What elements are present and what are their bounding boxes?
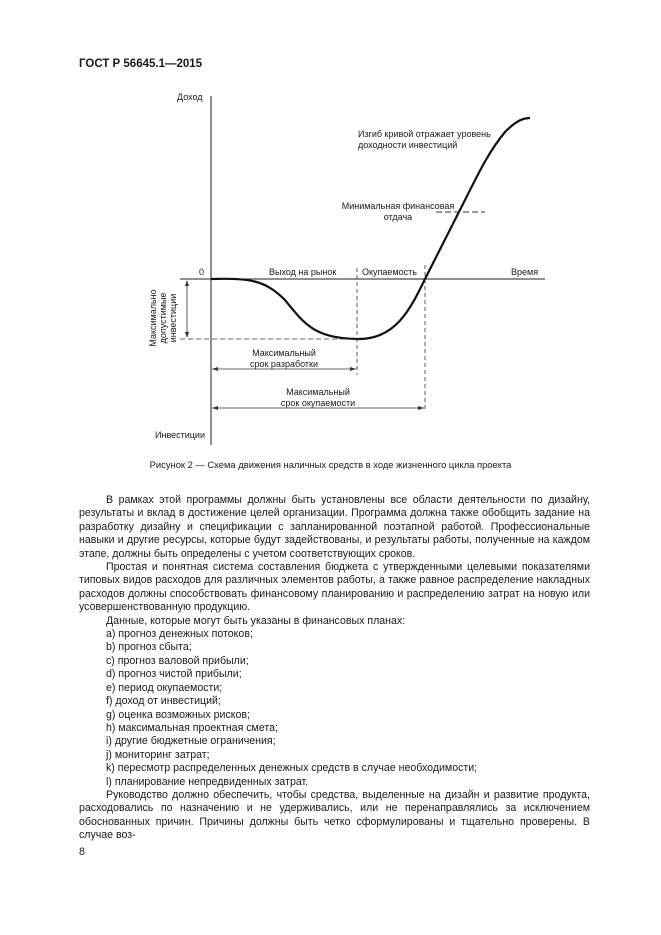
payback-label: Окупаемость [362, 267, 417, 277]
x-axis-time-label: Время [511, 267, 539, 277]
list-item: e) период окупаемости; [106, 681, 223, 694]
list-item: c) прогноз валовой прибыли; [106, 654, 249, 667]
min-return-annotation-line2: отдача [383, 212, 413, 222]
paragraph-1: В рамках этой программы должны быть установлены все области деятельности по дизайну, результаты и вклад в достижение целей организации. Программа должна также обобщить задание на разработку дизайну и спецификации с запланированной поэтапной работой. Профессиональные навыки и другие ресурсы, которые будут задействованы, и результаты работы, полученные на каждом этапе, должны быть определены с учетом соответствующих сроков. [79, 494, 590, 560]
page-number: 8 [79, 846, 85, 858]
list-item: h) максимальная проектная смета; [106, 721, 278, 734]
paragraph-2: Простая и понятная система составления бюджета с утвержденными целевыми показателями типовых видов расходов для различных элементов работы, а также равное распределение накладных расходов должны способствовать финансовому планированию и распределению затрат на новую или усовершенствованную продукцию. [79, 561, 590, 614]
body-text [79, 494, 590, 843]
min-return-annotation-line1: Минимальная финансовая [341, 201, 455, 211]
y-axis-investment-label: Инвестиции [155, 430, 205, 440]
figure-caption: Рисунок 2 — Схема движения наличных средств в ходе жизненного цикла проекта [149, 459, 512, 470]
curve-bend-annotation-line1: Изгиб кривой отражает уровень [358, 129, 491, 139]
max-dev-period-line1: Максимальный [252, 348, 316, 358]
list-item: a) прогноз денежных потоков; [106, 628, 253, 641]
list-item: i) другие бюджетные ограничения; [106, 735, 276, 748]
list-item: d) прогноз чистой прибыли; [106, 668, 242, 681]
cash-flow-curve [211, 118, 530, 339]
curve-bend-annotation-line2: доходности инвестиций [358, 140, 458, 150]
list-item: k) пересмотр распределенных денежных средств в случае необходимости; [106, 762, 478, 775]
max-investment-label: Максимально допустимые инвестиции [148, 289, 178, 347]
market-entry-label: Выход на рынок [269, 267, 337, 277]
document-header: ГОСТ Р 56645.1—2015 [79, 58, 203, 70]
zero-label: 0 [199, 267, 205, 277]
list-item: b) прогноз сбыта; [106, 641, 192, 654]
paragraph-3: Данные, которые могут быть указаны в финансовых планах: [106, 614, 406, 627]
max-dev-period-line2: срок разработки [249, 359, 319, 369]
y-axis-income-label: Доход [177, 92, 203, 102]
list-item: l) планирование непредвиденных затрат. [106, 775, 309, 788]
list-item: f) доход от инвестиций; [106, 695, 221, 708]
list-item: j) мониторинг затрат; [106, 748, 210, 761]
cash-flow-figure [0, 0, 661, 460]
max-payback-period-line2: срок окупаемости [280, 398, 356, 408]
max-payback-period-line1: Максимальный [286, 387, 350, 397]
paragraph-4: Руководство должно обеспечить, чтобы средства, выделенные на дизайн и развитие продукта, расходовались по назначению и не удерживались, или не перенаправлялись за исключением обоснованных причин. Причины должны быть четко сформулированы и тщательно проверены. В случае воз- [79, 788, 590, 842]
list-item: g) оценка возможных рисков; [106, 708, 250, 721]
